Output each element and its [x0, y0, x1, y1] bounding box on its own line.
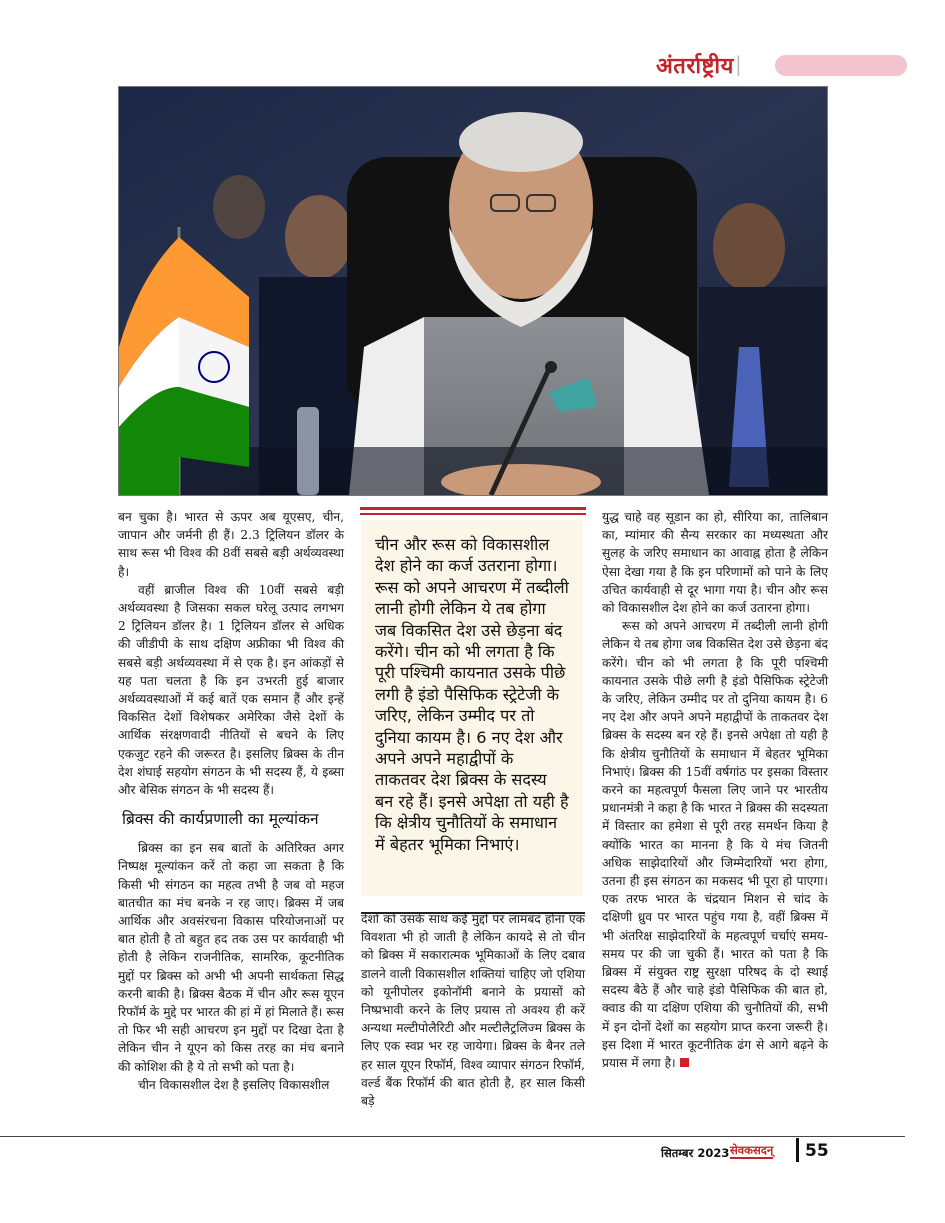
header-divider: |	[735, 52, 742, 76]
pullquote	[361, 520, 583, 896]
pullquote-rule-top-secondary	[360, 513, 586, 515]
paragraph: ब्रिक्स का इन सब बातों के अतिरिक्त अगर निष्पक्ष मूल्यांकन करें तो कहा जा सकता है कि किसी भी संगठन का महत्व तभी है जब वो महज बातचीत का मंच बनके न रह जाए। ब्रिक्स में जब आर्थिक और अवसंरचना विकास परियोजनाओं पर बात होती है तो बहुत हद तक उस पर कार्यवाही भी होती है लेकिन राजनीतिक, सामरिक, कूटनीतिक मुद्दों पर ब्रिक्स को अभी भी अपनी सार्थकता सिद्ध करनी बाकी है। ब्रिक्स बैठक में चीन और रूस यूएन रिफॉर्म के मुद्दे पर भारत की हां में हां मिलाते हैं। रूस तो फिर भी सही आचरण इन मुद्दों पर दिखा देता है लेकिन चीन ने यूएन को किस तरह का मंच बनाने की कोशिश की है ये तो सभी को पता है।	[118, 841, 344, 1074]
section-subheading: ब्रिक्स की कार्यप्रणाली का मूल्यांकन	[122, 810, 319, 829]
pullquote-text: चीन और रूस को विकासशील देश होने का कर्ज उतराना होगा। रूस को अपने आचरण में तब्दीली लानी होगी लेकिन ये तब होगा जब विकसित देश उसे छेड़ना बंद करेंगे। चीन को भी लगता है कि पूरी पश्चिमी कायनात उसके पीछे लगी है इंडो पैसिफिक स्ट्रेटेजी के जरिए, लेकिन उम्मीद पर तो दुनिया कायम है। 6 नए देश और अपने अपने महाद्वीपों के ताकतवर देश ब्रिक्स के सदस्य बन रहे हैं। इनसे अपेक्षा तो यही है कि क्षेत्रीय चुनौतियों के समाधान में बेहतर भूमिका निभाएं।	[375, 535, 569, 854]
article-column-1	[118, 508, 344, 1094]
paragraph: देशों को उसके साथ कई मुद्दों पर लामबंद होना एक विवशता भी हो जाती है लेकिन कायदे से तो चीन को ब्रिक्स में सकारात्मक भूमिकाओं के लिए दबाव डालने वाली विकासशील शक्तियां चाहिए जो एशिया को यूनीपोलर इकोनॉमी बनाने के प्रयासों को निष्प्रभावी करने के लिए प्रयास तो अवश्य ही करें अन्यथा मल्टीपोलैरिटी और मल्टीलैट्रलिज्म ब्रिक्स के लिए एक स्वप्न भर रह जायेगा। ब्रिक्स के बैनर तले हर साल यूएन रिफॉर्म, विश्व व्यापार संगठन रिफॉर्म, वर्ल्ड बैंक रिफॉर्म की बात होती है, हर साल किसी बड़े	[361, 912, 585, 1109]
page-number: 55	[805, 1141, 829, 1161]
paragraph-text: रूस को अपने आचरण में तब्दीली लानी होगी लेकिन ये तब होगा जब विकसित देश उसे छेड़ना बंद करेंगे। चीन को भी लगता है कि पूरी पश्चिमी कायनात उसके पीछे लगी है इंडो पैसिफिक स्ट्रेटेजी के जरिए, लेकिन उम्मीद पर तो दुनिया कायम है। 6 नए देश और अपने अपने महाद्वीपों के ताकतवर देश ब्रिक्स के सदस्य बन रहे हैं। इनसे अपेक्षा तो यही है कि क्षेत्रीय चुनौतियों के समाधान में बेहतर भूमिका निभाएं। ब्रिक्स की 15वीं वर्षगांठ पर इसका विस्तार करने का महत्वपूर्ण फैसला लिए जाने पर भारतीय प्रधानमंत्री ने कहा है कि भारत ने ब्रिक्स की सदस्यता में विस्तार का हमेशा से पूरी तरह समर्थन किया है क्योंकि भारत का मानना है कि ये मंच जितनी अधिक साझेदारियों और जिम्मेदारियों भरा होगा, उतना ही इस संगठन का मकसद भी पूरा हो पाएगा। एक तरफ भारत के चंद्रयान मिशन से चांद के दक्षिणी ध्रुव पर भारत पहुंच गया है, वहीं ब्रिक्स में भी अंतरिक्ष साझेदारियों के महत्वपूर्ण चर्चाएं समय-समय पर की जा चुकी हैं। भारत को पता है कि ब्रिक्स में संयुक्त राष्ट्र सुरक्षा परिषद के दो स्थाई सदस्य बैठे हैं और चाहे इंडो पैसिफिक की बात हो, क्वाड की या दक्षिण एशिया की चुनौतियों की, सभी में इन दोनों देशों का सहयोग प्राप्त करना जरूरी है। इस दिशा में भारत कूटनीतिक ढंग से आगे बढ़ने के प्रयास में लगा है।	[602, 619, 828, 1071]
paragraph: चीन विकासशील देश है इसलिए विकासशील	[138, 1077, 330, 1092]
article-photo	[118, 86, 828, 496]
footer-issue-date: सितम्बर 2023	[661, 1146, 730, 1160]
end-of-article-marker	[680, 1058, 689, 1067]
footer-divider	[796, 1138, 799, 1162]
footer-rule	[0, 1136, 905, 1137]
header-decorative-pill	[775, 55, 907, 76]
paragraph: युद्ध चाहे वह सूडान का हो, सीरिया का, तालिबान का, म्यांमार की सैन्य सरकार का मध्यस्थता और सुलह के जरिए समाधान का आवाह्न होता है लेकिन ऐसा देखा गया है कि इन परिणामों को पाने के लिए उचित कार्यवाही से दूर भागा गया है। चीन और रूस को विकासशील देश होने का कर्ज उतारना होगा।	[602, 510, 828, 616]
footer-brand-logo: सेवकसदन्	[730, 1143, 774, 1157]
section-title: अंतर्राष्ट्रीय	[656, 54, 734, 79]
paragraph: वहीं ब्राजील विश्व की 10वीं सबसे बड़ी अर्थव्यवस्था है जिसका सकल घरेलू उत्पाद लगभग 2 ट्रिलियन डॉलर है। 1 ट्रिलियन डॉलर से अधिक की जीडीपी के साथ दक्षिण अफ्रीका भी विश्व की सबसे बड़ी अर्थव्यवस्था में से एक है। इन आंकड़ों से यह पता चलता है कि इन उभरती हुई बाजार अर्थव्यवस्थाओं में कई बातें एक समान हैं और इन्हें विकसित देशों विशेषकर अमेरिका जैसे देशों के आर्थिक संरक्षणवादी नीतियों से बचने के लिए एकजुट रहने की जरूरत है। इसलिए ब्रिक्स के तीन देश शंघाई सहयोग संगठन के भी सदस्य हैं, ये इब्सा और बेसिक संगठन के भी सदस्य हैं।	[118, 582, 344, 798]
article-column-2	[361, 910, 585, 1110]
paragraph: बन चुका है। भारत से ऊपर अब यूएसए, चीन, जापान और जर्मनी ही हैं। 2.3 ट्रिलियन डॉलर के साथ रूस भी विश्व की 8वीं सबसे बड़ी अर्थव्यवस्था है।	[118, 510, 344, 579]
pullquote-rule-top	[360, 507, 586, 510]
paragraph	[602, 617, 828, 1072]
article-column-3	[602, 508, 828, 1072]
